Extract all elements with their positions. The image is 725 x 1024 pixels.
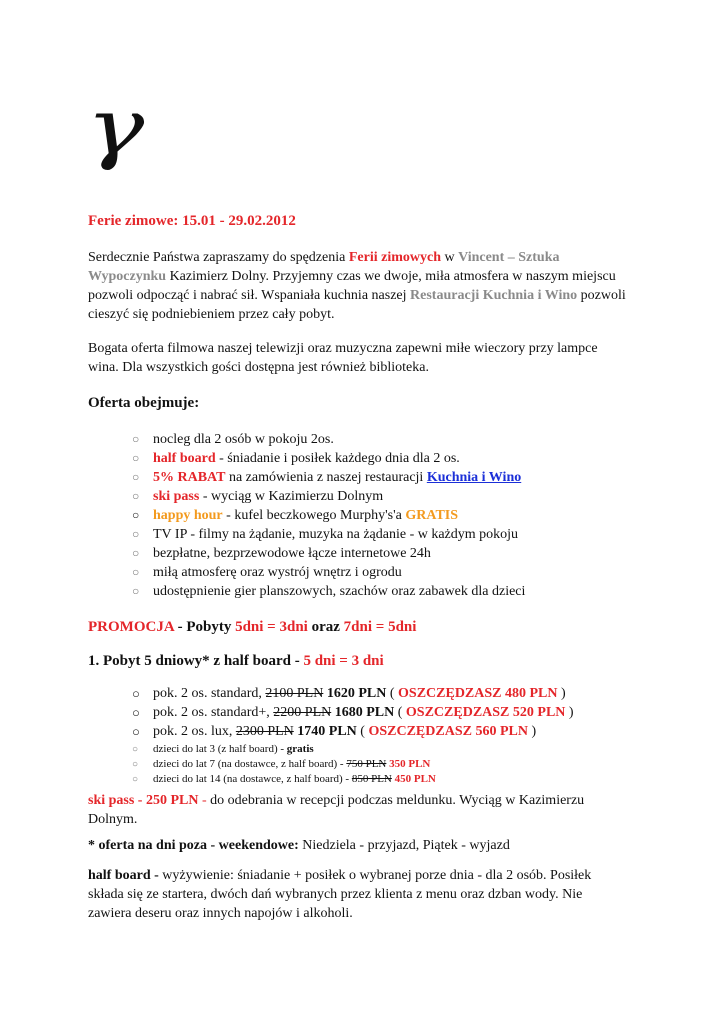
list-item <box>132 544 622 563</box>
list-item <box>132 563 622 582</box>
text: pok. 2 os. standard, <box>153 686 266 701</box>
list-item <box>132 468 622 487</box>
gratis-text: GRATIS <box>405 508 459 523</box>
savings-text: OSZCZĘDZASZ 560 PLN <box>368 724 528 739</box>
stay-heading <box>88 652 384 671</box>
savings-text: OSZCZĘDZASZ 480 PLN <box>398 686 558 701</box>
highlight-text: Ferii zimowych <box>348 250 441 265</box>
text: oraz <box>307 619 344 635</box>
list-item <box>132 582 622 601</box>
text: nocleg dla 2 osób w pokoju 2os. <box>153 432 334 447</box>
text: TV IP - filmy na żądanie, muzyka na żądanie - w każdym pokoju <box>153 527 519 542</box>
text: dzieci do lat 3 (z half board) - <box>153 743 287 755</box>
bullet-icon: ○ <box>132 489 140 503</box>
text: dzieci do lat 14 (na dostawce, z half board) - <box>153 773 352 785</box>
text: Serdecznie Państwa zapraszamy do spędzenia <box>88 250 349 265</box>
text: - wyciąg w Kazimierzu Dolnym <box>199 489 384 504</box>
text: na zamówienia z naszej restauracji <box>225 470 427 485</box>
list-item <box>132 506 622 525</box>
text: dzieci do lat 7 (na dostawce, z half board) - <box>153 758 347 770</box>
old-price: 2200 PLN <box>273 705 332 720</box>
weekday-note <box>88 836 628 855</box>
text: ) <box>557 686 566 701</box>
promo-heading <box>88 618 416 637</box>
highlight-text: 5% RABAT <box>153 470 226 485</box>
logo: γ <box>86 83 145 173</box>
text: ( <box>360 724 369 739</box>
new-price: 1680 PLN <box>331 705 398 720</box>
text: pok. 2 os. standard+, <box>153 705 274 720</box>
list-item <box>132 742 622 757</box>
new-price: 1620 PLN <box>323 686 390 701</box>
text: PROMOCJA <box>88 619 174 635</box>
highlight-text: half board <box>153 451 216 466</box>
intro-paragraph <box>88 248 628 324</box>
bullet-icon: ○ <box>132 508 140 522</box>
bullet-icon: ○ <box>132 565 140 579</box>
list-item <box>132 757 622 772</box>
text: ( <box>397 705 406 720</box>
highlight-text: ski pass <box>153 489 200 504</box>
text: * oferta na dni poza - weekendowe: <box>88 838 299 853</box>
text: pok. 2 os. lux, <box>153 724 236 739</box>
text: 5dni = 3dni <box>235 619 308 635</box>
text: ) <box>565 705 574 720</box>
old-price: 2300 PLN <box>235 724 294 739</box>
list-item <box>132 684 622 703</box>
gratis-text: gratis <box>286 743 314 755</box>
text: 7dni = 5dni <box>343 619 417 635</box>
page-title: Ferie zimowe: 15.01 - 29.02.2012 <box>88 213 296 229</box>
bullet-icon: ○ <box>132 744 139 755</box>
text: - kufel beczkowego Murphy's'a <box>222 508 406 523</box>
text: - Pobyty <box>173 619 236 635</box>
list-item <box>132 525 622 544</box>
savings-text: OSZCZĘDZASZ 520 PLN <box>405 705 566 720</box>
text: - <box>198 793 211 808</box>
new-price: 350 PLN <box>386 758 431 770</box>
new-price: 1740 PLN <box>293 724 361 739</box>
restaurant-link[interactable]: Kuchnia i Wino <box>426 470 522 485</box>
text: Kazimierz Dolny. Przyjemny czas we dwoje, miła atmosfera w naszym miejscu pozwoli odpocząć i nabrać sił. Wspaniała kuchnia naszej <box>88 269 616 303</box>
list-item <box>132 430 622 449</box>
bullet-icon: ○ <box>132 759 139 770</box>
offer-heading: Oferta obejmuje: <box>88 395 200 411</box>
text: pozwoli cieszyć się podniebieniem przez cały pobyt. <box>88 288 626 322</box>
highlight-text: happy hour <box>153 508 223 523</box>
text: ( <box>389 686 399 701</box>
text: wyżywienie: śniadanie + posiłek o wybranej porze dnia - dla 2 osób. Posiłek składa się ze startera, dwóch dań wybranych przez klienta z menu oraz dzban wody. Nie zawiera deseru oraz innych napojów i alkoholi. <box>88 868 592 921</box>
list-item <box>132 703 622 722</box>
room-price-list <box>132 684 622 741</box>
text: udostępnienie gier planszowych, szachów oraz zabawek dla dzieci <box>153 584 526 599</box>
bullet-icon: ○ <box>132 527 140 541</box>
brand-name: Vincent – Sztuka Wypoczynku <box>88 250 560 284</box>
text: w <box>440 250 459 265</box>
list-item <box>132 722 622 741</box>
list-item <box>132 772 622 787</box>
bullet-icon: ○ <box>132 774 139 785</box>
bullet-icon: ○ <box>132 584 140 598</box>
bullet-icon: ○ <box>132 705 140 720</box>
new-price: 450 PLN <box>391 773 436 785</box>
bullet-icon: ○ <box>132 724 140 739</box>
text: half board - <box>88 868 159 883</box>
kids-price-list <box>132 742 622 787</box>
text: Niedziela - przyjazd, Piątek - wyjazd <box>298 838 510 853</box>
bullet-icon: ○ <box>132 546 140 560</box>
text: - śniadanie i posiłek każdego dnia dla 2 os. <box>215 451 460 466</box>
bullet-icon: ○ <box>132 470 140 484</box>
old-price: 850 PLN <box>351 773 392 785</box>
bullet-icon: ○ <box>132 686 140 701</box>
halfboard-note <box>88 866 628 923</box>
intro-paragraph-2: Bogata oferta filmowa naszej telewizji oraz muzyczna zapewni miłe wieczory przy lampce wina. Dla wszystkich gości dostępna jest również biblioteka. <box>88 341 598 375</box>
restaurant-name: Restauracji Kuchnia i Wino <box>410 288 578 303</box>
text: do odebrania w recepcji podczas meldunku. Wyciąg w Kazimierzu Dolnym. <box>88 793 585 827</box>
list-item <box>132 449 622 468</box>
skipass-paragraph <box>88 791 628 829</box>
text: ski pass - 250 PLN <box>88 793 199 808</box>
text: 5 dni = 3 dni <box>303 653 384 669</box>
text: bezpłatne, bezprzewodowe łącze internetowe 24h <box>153 546 431 561</box>
list-item <box>132 487 622 506</box>
bullet-icon: ○ <box>132 432 140 446</box>
text: 1. Pobyt 5 dniowy* z half board - <box>88 653 304 669</box>
text: ) <box>527 724 537 739</box>
text: miłą atmosferę oraz wystrój wnętrz i ogrodu <box>153 565 402 580</box>
bullet-icon: ○ <box>132 451 140 465</box>
old-price: 750 PLN <box>346 758 387 770</box>
old-price: 2100 PLN <box>265 686 324 701</box>
offer-list <box>132 430 622 601</box>
